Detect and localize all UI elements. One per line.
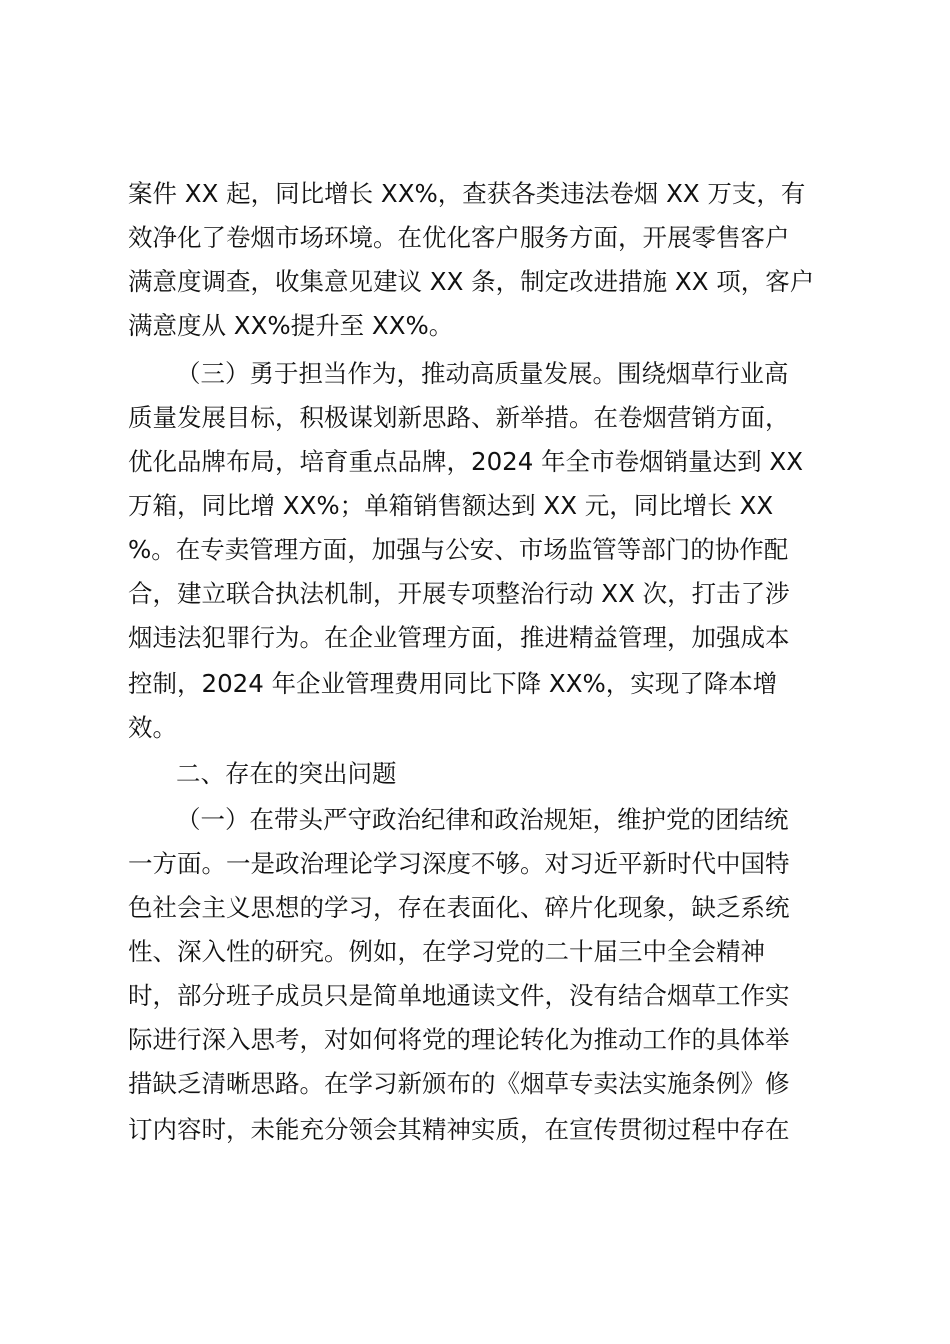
text-line: 时，部分班子成员只是简单地通读文件，没有结合烟草工作实 [128, 981, 790, 1010]
text-line: 满意度从 XX%提升至 XX%。 [128, 311, 454, 340]
text-line: （三）勇于担当作为，推动高质量发展。围绕烟草行业高 [176, 359, 789, 388]
text-line: 合，建立联合执法机制，开展专项整治行动 XX 次，打击了涉 [128, 579, 790, 608]
text-line: 措缺乏清晰思路。在学习新颁布的《烟草专卖法实施条例》修 [128, 1069, 790, 1098]
text-line: 质量发展目标，积极谋划新思路、新举措。在卷烟营销方面， [128, 403, 790, 432]
text-line: 效。 [128, 713, 177, 742]
text-line: %。在专卖管理方面，加强与公安、市场监管等部门的协作配 [128, 535, 789, 564]
section-heading: 二、存在的突出问题 [176, 759, 397, 788]
text-line: 色社会主义思想的学习，存在表面化、碎片化现象，缺乏系统 [128, 893, 790, 922]
text-line: （一）在带头严守政治纪律和政治规矩，维护党的团结统 [176, 805, 789, 834]
text-line: 订内容时，未能充分领会其精神实质，在宣传贯彻过程中存在 [128, 1115, 790, 1144]
text-line: 一方面。一是政治理论学习深度不够。对习近平新时代中国特 [128, 849, 790, 878]
text-line: 万箱，同比增 XX%；单箱销售额达到 XX 元，同比增长 XX [128, 491, 774, 520]
text-line: 控制，2024 年企业管理费用同比下降 XX%，实现了降本增 [128, 669, 778, 698]
text-line: 性、深入性的研究。例如，在学习党的二十届三中全会精神 [128, 937, 765, 966]
text-line: 案件 XX 起，同比增长 XX%，查获各类违法卷烟 XX 万支，有 [128, 179, 806, 208]
text-line: 烟违法犯罪行为。在企业管理方面，推进精益管理，加强成本 [128, 623, 790, 652]
text-line: 际进行深入思考，对如何将党的理论转化为推动工作的具体举 [128, 1025, 790, 1054]
text-line: 效净化了卷烟市场环境。在优化客户服务方面，开展零售客户 [128, 223, 790, 252]
text-line: 满意度调查，收集意见建议 XX 条，制定改进措施 XX 项，客户 [128, 267, 815, 296]
text-line: 优化品牌布局，培育重点品牌，2024 年全市卷烟销量达到 XX [128, 447, 803, 476]
